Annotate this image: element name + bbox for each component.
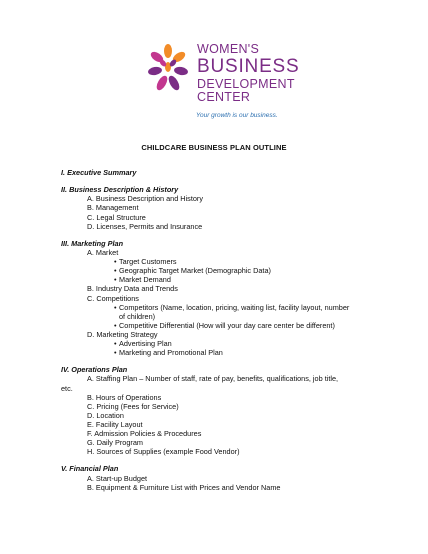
logo-line-womens: WOMEN'S	[197, 42, 260, 56]
bullet-text: Marketing and Promotional Plan	[119, 348, 223, 358]
bullet-item	[61, 321, 381, 330]
bullet-text: Competitors (Name, location, pricing, waiting list, facility layout, number	[119, 302, 350, 312]
bullet-icon: •	[114, 266, 117, 276]
bullet-icon: •	[114, 348, 117, 358]
outline-item	[61, 374, 381, 392]
outline-item: C. Pricing (Fees for Service)	[87, 401, 179, 411]
bullet-item	[61, 303, 381, 321]
section-heading: I. Executive Summary	[61, 168, 137, 177]
section-financial-plan	[61, 464, 381, 491]
bullet-item	[61, 266, 381, 275]
bullet-item	[61, 275, 381, 284]
section-executive-summary	[61, 168, 381, 177]
outline-item: A. Market	[87, 248, 119, 258]
section-heading: IV. Operations Plan	[61, 365, 128, 375]
bullet-item	[61, 348, 381, 357]
outline-item-text: A. Staffing Plan – Number of staff, rate of pay, benefits, qualifications, job title,	[87, 374, 339, 384]
bullet-icon: •	[114, 257, 117, 267]
outline-item: C. Legal Structure	[87, 212, 146, 222]
outline-item: F. Admission Policies & Procedures	[87, 429, 202, 438]
logo-line-center: CENTER	[197, 90, 251, 104]
section-heading: II. Business Description & History	[61, 185, 179, 195]
bullet-icon: •	[114, 275, 117, 285]
document-title: CHILDCARE BUSINESS PLAN OUTLINE	[141, 143, 287, 152]
outline-item: B. Management	[87, 203, 139, 213]
logo-line-business: BUSINESS	[197, 55, 300, 77]
flower-logo-icon	[143, 41, 193, 97]
outline-item: D. Licenses, Permits and Insurance	[87, 221, 203, 231]
bullet-item	[61, 339, 381, 348]
section-marketing-plan	[61, 239, 381, 357]
outline-item: E. Facility Layout	[87, 419, 143, 429]
section-heading: V. Financial Plan	[61, 464, 119, 474]
outline-item: A. Business Description and History	[87, 194, 203, 204]
bullet-icon: •	[114, 338, 117, 348]
logo-line-development: DEVELOPMENT	[197, 76, 295, 91]
outline-item: G. Daily Program	[87, 438, 143, 448]
outline-item: H. Sources of Supplies (example Food Vendor)	[87, 447, 240, 457]
outline-item: D. Marketing Strategy	[87, 329, 158, 339]
outline-item: B. Industry Data and Trends	[87, 284, 178, 294]
logo-tagline: Your growth is our business.	[196, 112, 278, 119]
section-heading: III. Marketing Plan	[61, 238, 124, 248]
bullet-text: Advertising Plan	[119, 338, 172, 348]
logo	[143, 41, 303, 121]
section-operations-plan	[61, 365, 381, 456]
bullet-item	[61, 257, 381, 266]
outline-item: C. Competitions	[87, 293, 139, 303]
bullet-icon: •	[114, 320, 117, 330]
bullet-text-continuation: of children)	[119, 311, 156, 321]
bullet-text: Competitive Differential (How will your day care center be different)	[119, 320, 335, 330]
bullet-text: Target Customers	[119, 257, 177, 267]
outline-item: D. Location	[87, 410, 124, 420]
bullet-text: Market Demand	[119, 275, 171, 285]
outline-item: B. Hours of Operations	[87, 392, 162, 402]
outline-item: A. Start-up Budget	[87, 473, 148, 483]
outline-item-continuation: etc.	[61, 383, 73, 393]
bullet-text: Geographic Target Market (Demographic Data)	[119, 266, 271, 276]
outline-item: B. Equipment & Furniture List with Prices and Vendor Name	[87, 482, 281, 492]
outline	[61, 168, 381, 500]
section-business-description	[61, 185, 381, 230]
logo-wordmark	[197, 43, 300, 104]
bullet-icon: •	[114, 302, 117, 312]
